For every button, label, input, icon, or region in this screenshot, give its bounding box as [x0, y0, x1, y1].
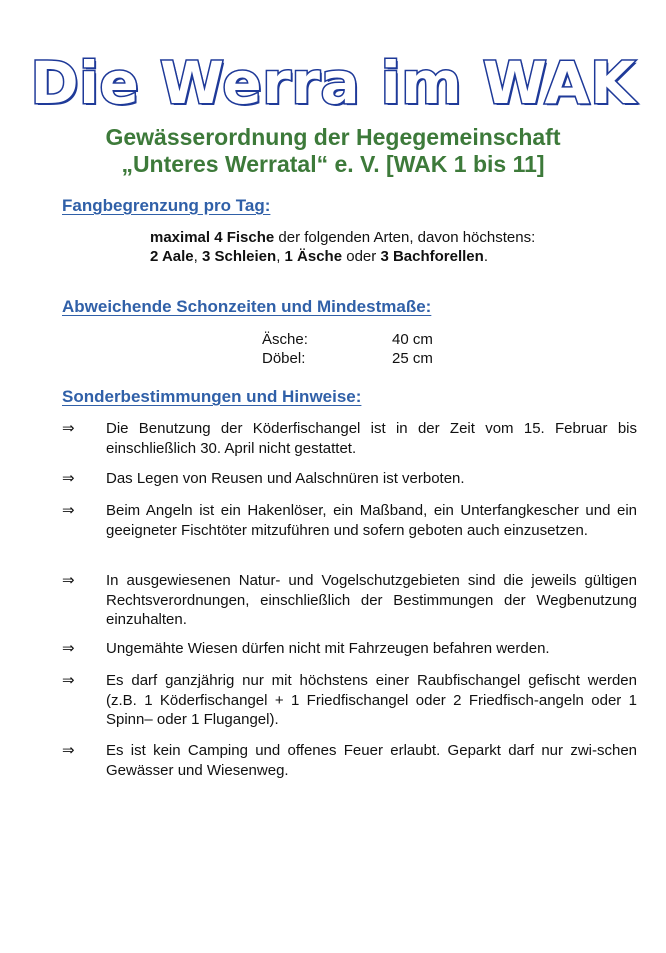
rule-text: In ausgewiesenen Natur- und Vogelschutzgebieten sind die jeweils gültigen Rechtsverordnungen, einschließlich der Bestimmungen der Wegbenutzung einzuhalten.	[106, 572, 637, 628]
subtitle-line-1: Gewässerordnung der Hegegemeinschaft	[105, 124, 561, 150]
page-title: Die Werra im WAK	[30, 49, 636, 117]
species-label: Döbel:	[262, 350, 306, 367]
separator: ,	[193, 248, 202, 265]
rule-text: Ungemähte Wiesen dürfen nicht mit Fahrzeugen befahren werden.	[106, 640, 550, 657]
rule-item	[62, 501, 637, 540]
rule-text: Es ist kein Camping und offenes Feuer erlaubt. Geparkt darf nur zwi-schen Gewässer und Wiesenweg.	[106, 742, 637, 779]
catch-limit-rest: der folgenden Arten, davon höchstens:	[274, 229, 536, 246]
special-rules-heading: Sonderbestimmungen und Hinweise:	[62, 387, 362, 406]
catch-limit-line-1	[150, 228, 535, 247]
closed-seasons-heading: Abweichende Schonzeiten und Mindestmaße:	[62, 297, 432, 316]
arrow-icon: ⇒	[62, 639, 75, 657]
rule-item	[62, 469, 637, 489]
rule-item	[62, 741, 637, 780]
rule-item	[62, 571, 637, 630]
min-size-value: 25 cm	[392, 350, 433, 367]
arrow-icon: ⇒	[62, 469, 75, 487]
season-row	[262, 330, 433, 349]
rule-item	[62, 419, 637, 458]
catch-limit-line-2	[150, 247, 535, 266]
limit-eels: 2 Aale	[150, 248, 194, 265]
rule-text: Die Benutzung der Köderfischangel ist in der Zeit vom 15. Februar bis einschließlich 30. April nicht gestattet.	[106, 420, 637, 457]
arrow-icon: ⇒	[62, 671, 75, 689]
species-label: Äsche:	[262, 331, 308, 348]
limit-tench: 3 Schleien	[201, 248, 277, 265]
catch-limit-max: maximal 4 Fische	[150, 229, 275, 246]
limit-grayling: 1 Äsche	[284, 248, 343, 265]
rule-item	[62, 671, 637, 730]
min-size-value: 40 cm	[392, 331, 433, 348]
limit-brown-trout: 3 Bachforellen	[380, 248, 484, 265]
period: .	[483, 248, 488, 265]
rule-text: Beim Angeln ist ein Hakenlöser, ein Maßband, ein Unterfangkescher und ein geeigneter Fischtöter mitzuführen und sofern geboten auch einzusetzen.	[106, 502, 637, 539]
subtitle-line-2: „Unteres Werratal“ e. V. [WAK 1 bis 11]	[121, 151, 545, 177]
catch-limit-heading: Fangbegrenzung pro Tag:	[62, 196, 271, 215]
catch-limit-text	[150, 228, 535, 266]
separator: oder	[342, 248, 381, 265]
rule-text: Das Legen von Reusen und Aalschnüren ist verboten.	[106, 470, 465, 487]
rule-item	[62, 639, 637, 659]
arrow-icon: ⇒	[62, 571, 75, 589]
season-row	[262, 349, 433, 368]
separator: ,	[276, 248, 285, 265]
arrow-icon: ⇒	[62, 741, 75, 759]
arrow-icon: ⇒	[62, 501, 75, 519]
arrow-icon: ⇒	[62, 419, 75, 437]
rule-text: Es darf ganzjährig nur mit höchstens einer Raubfischangel gefischt werden (z.B. 1 Köderfischangel + 1 Friedfischangel oder 2 Friedfisch-angeln oder 1 Spinn– oder 1 Flugangel).	[106, 672, 637, 728]
